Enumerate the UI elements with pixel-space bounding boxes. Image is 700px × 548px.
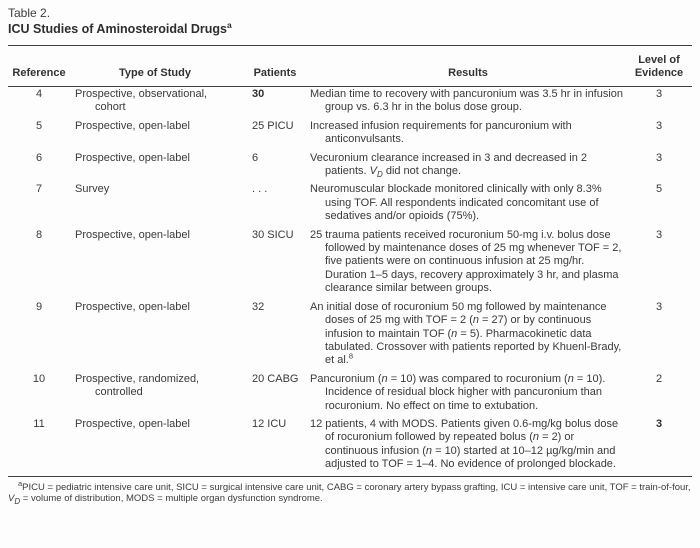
results-cell — [310, 228, 626, 300]
level-of-evidence-cell: 5 — [655, 183, 663, 196]
type-of-study-text: Survey — [75, 183, 110, 196]
results-text: Increased infusion requirements for pancuronium with anticonvulsants. — [310, 119, 572, 146]
level-of-evidence-cell: 3 — [655, 300, 663, 313]
type-of-study-text: Prospective, open-label — [75, 417, 190, 430]
level-of-evidence-cell: 3 — [655, 228, 663, 241]
reference-cell: 7 — [35, 183, 43, 196]
results-cell — [310, 300, 626, 372]
column-header-type-of-study: Type of Study — [70, 46, 240, 87]
patients-cell: . . . — [252, 183, 268, 196]
patients-cell: 20 CABG — [252, 372, 299, 385]
type-of-study-cell — [70, 119, 240, 151]
column-header-reference: Reference — [8, 46, 70, 87]
type-of-study-cell — [70, 372, 240, 417]
results-cell — [310, 182, 626, 227]
results-text: Median time to recovery with pancuronium was 3.5 hr in infusion group vs. 6.3 hr in the bolus dose group. — [310, 88, 624, 114]
type-of-study-text: Prospective, open-label — [75, 300, 190, 313]
table-row — [8, 300, 692, 372]
type-of-study-text: Prospective, open-label — [75, 151, 190, 164]
type-of-study-text: Prospective, open-label — [75, 119, 190, 132]
results-cell — [310, 417, 626, 476]
reference-cell: 9 — [35, 300, 43, 313]
results-text: 25 trauma patients received rocuronium 50-mg i.v. bolus dose followed by maintenance doses of 25 mg whenever TOF = 2, five patients were on continuous infusion at 25 mg/hr. Duration 1–5 days, recovery approximately 3 hr, and plasma clearance similar between groups. — [310, 228, 622, 295]
results-text: Pancuronium (n = 10) was compared to rocuronium (n = 10). Incidence of residual block higher with pancuronium than rocuronium. No effect on time to extubation. — [310, 372, 606, 412]
table-title-superscript: a — [227, 19, 232, 30]
reference-cell: 11 — [33, 417, 45, 430]
column-header-patients: Patients — [240, 46, 310, 87]
type-of-study-cell — [70, 87, 240, 119]
type-of-study-text: Prospective, open-label — [75, 228, 190, 241]
reference-cell: 10 — [32, 372, 46, 385]
type-of-study-cell — [70, 300, 240, 372]
table-row — [8, 87, 692, 119]
type-of-study-cell — [70, 417, 240, 476]
results-text: An initial dose of rocuronium 50 mg followed by maintenance doses of 25 mg with TOF = 2 (n = 27) or by continuous infusion to maintain TOF (n = 5). Pharmacokinetic data tabulated. Crossover with patients reported by Khuenl-Brady, et al.$^8$ — [310, 300, 622, 367]
level-of-evidence-cell: 3 — [655, 88, 663, 100]
table-body — [8, 87, 692, 477]
results-text: 12 patients, 4 with MODS. Patients given 0.6-mg/kg bolus dose of rocuronium followed by repeated bolus (n = 2) or continuous infusion (n = 10) started at 10–12 µg/kg/min and adjusted to TOF = 1–4. No evidence of prolonged blockade. — [310, 417, 619, 471]
type-of-study-cell — [70, 228, 240, 300]
level-of-evidence-cell: 3 — [655, 417, 663, 430]
level-of-evidence-cell: 2 — [655, 372, 663, 385]
results-cell — [310, 119, 626, 151]
footnote: $^a$PICU = pediatric intensive care unit, SICU = surgical intensive care unit, CABG = coronary artery bypass grafting, ICU = intensive care unit, TOF = train-of-four, $V_D$ = volume of distribution, MODS = multiple organ dysfunction syndrome. — [8, 478, 691, 507]
level-of-evidence-cell: 3 — [655, 151, 663, 164]
results-cell — [310, 87, 626, 119]
reference-cell: 5 — [35, 119, 43, 132]
reference-cell: 6 — [35, 151, 43, 164]
icu-studies-table — [8, 45, 692, 477]
patients-cell: 12 ICU — [252, 417, 287, 430]
table-row — [8, 182, 692, 227]
table-header-row — [8, 46, 692, 87]
type-of-study-text: Prospective, observational, cohort — [75, 88, 208, 114]
table-row — [8, 119, 692, 151]
results-text: Vecuronium clearance increased in 3 and decreased in 2 patients. $V_D$ did not change. — [310, 151, 588, 180]
results-cell — [310, 151, 626, 183]
column-header-results: Results — [310, 46, 626, 87]
table-row — [8, 372, 692, 417]
table-row — [8, 417, 692, 476]
table-label: Table 2. — [8, 6, 51, 20]
reference-cell: 4 — [35, 88, 43, 100]
level-of-evidence-cell: 3 — [655, 119, 663, 132]
patients-cell: 25 PICU — [252, 119, 294, 132]
type-of-study-text: Prospective, randomized, controlled — [75, 372, 200, 399]
table-title-text: ICU Studies of Aminosteroidal Drugs — [8, 22, 228, 36]
patients-cell: 30 SICU — [252, 228, 294, 241]
patients-cell: 30 — [252, 88, 265, 100]
results-cell — [310, 372, 626, 417]
type-of-study-cell — [70, 151, 240, 183]
results-text: Neuromuscular blockade monitored clinically with only 8.3% using TOF. All respondents indicated concomitant use of sedatives and/or opioids (75%). — [310, 183, 602, 223]
table-row — [8, 151, 692, 183]
column-header-level-of-evidence: Level of Evidence — [626, 46, 692, 87]
table-title — [8, 19, 692, 37]
table-row — [8, 228, 692, 300]
patients-cell: 32 — [252, 300, 265, 313]
type-of-study-cell — [70, 182, 240, 227]
patients-cell: 6 — [252, 151, 259, 164]
table-header — [8, 46, 692, 87]
reference-cell: 8 — [35, 228, 43, 241]
